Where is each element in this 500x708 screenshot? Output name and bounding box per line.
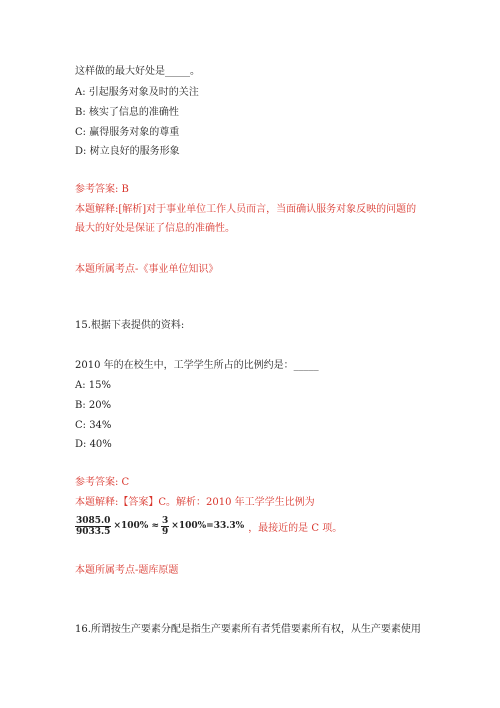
q16-heading: 16.所谓按生产要素分配是指生产要素所有者凭借要素所有权，从生产要素使用 (75, 624, 421, 635)
fraction-1-numerator: 3085.0 (76, 515, 111, 526)
q15-stem: 2010 年的在校生中，工学学生所占的比例约是：_____ (75, 360, 319, 371)
q15-heading: 15.根据下表提供的资料: (75, 320, 185, 331)
fraction-2 (161, 516, 169, 537)
fraction-1 (75, 516, 111, 537)
q14-explanation-line1: 本题解释:[解析]对于事业单位工作人员而言，当面确认服务对象反映的问题的 (75, 204, 417, 215)
q14-option-d: D: 树立良好的服务形象 (75, 146, 180, 157)
q14-option-c: C: 赢得服务对象的尊重 (75, 127, 180, 138)
q15-option-c: C: 34% (75, 420, 112, 431)
fraction-2-denominator: 9 (162, 526, 169, 537)
q15-option-b: B: 20% (75, 400, 112, 411)
q15-formula (75, 514, 342, 538)
q15-answer: 参考答案: C (75, 477, 130, 488)
formula-operator-1: ×100% ≈ (113, 521, 160, 531)
q14-option-a: A: 引起服务对象及时的关注 (75, 87, 199, 98)
q15-explanation: 本题解释:【答案】C。解析：2010 年工学学生比例为 (75, 497, 315, 508)
q14-answer: 参考答案: B (75, 184, 129, 195)
q14-stem: 这样做的最大好处是_____。 (75, 66, 200, 77)
fraction-1-denominator: 9033.5 (76, 526, 111, 537)
q15-option-d: D: 40% (75, 439, 112, 450)
q15-topic: 本题所属考点-题库原题 (75, 565, 179, 576)
formula-conclusion: ，最接近的是 C 项。 (248, 522, 343, 534)
q14-option-b: B: 核实了信息的准确性 (75, 107, 179, 118)
fraction-2-numerator: 3 (162, 515, 169, 526)
q15-option-a: A: 15% (75, 380, 111, 391)
q14-topic: 本题所属考点-《事业单位知识》 (75, 264, 219, 275)
formula-operator-2: ×100%=33.3% (171, 521, 245, 531)
q14-explanation-line2: 最大的好处是保证了信息的准确性。 (75, 223, 235, 234)
